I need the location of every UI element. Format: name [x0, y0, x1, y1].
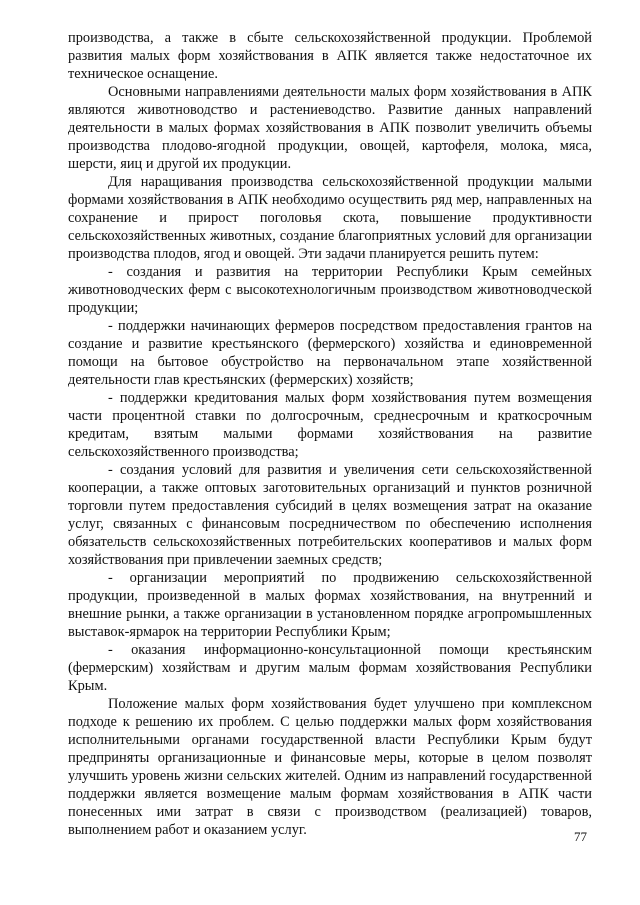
continuation-paragraph: производства, а также в сбыте сельскохозяйственной продукции. Проблемой развития малых форм хозяйствования в АПК является также недостаточное их техническое оснащение. — [68, 30, 592, 82]
list-item-cooperation-network: - создания условий для развития и увеличения сети сельскохозяйственной кооперации, а также оптовых заготовительных организаций и пунктов розничной торговли путем предоставления субсидий в целях возмещения затрат на оказание услуг, связанных с финансовым посредничеством по обеспечению исполнения обязательств сельскохозяйственных потребительских кооперативов и малых форм хозяйствования при привлечении заемных средств; — [68, 462, 592, 568]
list-item-family-farms: - создания и развития на территории Республики Крым семейных животноводческих ферм с высокотехнологичным производством животноводческой продукции; — [68, 264, 592, 316]
page-text — [68, 29, 592, 839]
paragraph-main-directions: Основными направлениями деятельности малых форм хозяйствования в АПК являются животноводство и растениеводство. Развитие данных направлений деятельности в малых формах хозяйствования в АПК позволит увеличить объемы производства плодово-ягодной продукции, овощей, картофеля, молока, мяса, шерсти, яиц и другой их продукции. — [68, 84, 592, 172]
list-item-credit-support: - поддержки кредитования малых форм хозяйствования путем возмещения части процентной ставки по долгосрочным, среднесрочным и краткосрочным кредитам, взятым малыми формами хозяйствования на развитие сельскохозяйственного производства; — [68, 390, 592, 460]
paragraph-production-measures: Для наращивания производства сельскохозяйственной продукции малыми формами хозяйствования в АПК необходимо осуществить ряд мер, направленных на сохранение и прирост поголовья скота, повышение продуктивности сельскохозяйственных животных, создание благоприятных условий для организации производства плодов, ягод и овощей. Эти задачи планируется решить путем: — [68, 174, 592, 262]
list-item-product-promotion: - организации мероприятий по продвижению сельскохозяйственной продукции, произведенной в малых формах хозяйствования, на внутренний и внешние рынки, а также организации в установленном порядке агропромышленных выставок-ярмарок на территории Республики Крым; — [68, 570, 592, 640]
paragraph-state-support: Положение малых форм хозяйствования будет улучшено при комплексном подходе к решению их проблем. С целью поддержки малых форм хозяйствования исполнительными органами государственной власти Республики Крым будут предприняты организационные и финансовые меры, которые в целом позволят улучшить уровень жизни сельских жителей. Одним из направлений государственной поддержки является возмещение малым формам хозяйствования в АПК части понесенных ими затрат в связи с производством (реализацией) товаров, выполнением работ и оказанием услуг. — [68, 696, 592, 838]
page-number: 77 — [574, 829, 587, 844]
list-item-consulting-help: - оказания информационно-консультационной помощи крестьянским (фермерским) хозяйствам и другим малым формам хозяйствования Республики Крым. — [68, 642, 592, 694]
list-item-farmer-grants: - поддержки начинающих фермеров посредством предоставления грантов на создание и развитие крестьянского (фермерского) хозяйства и единовременной помощи на бытовое обустройство на первоначальном этапе хозяйственной деятельности глав крестьянских (фермерских) хозяйств; — [68, 318, 592, 388]
